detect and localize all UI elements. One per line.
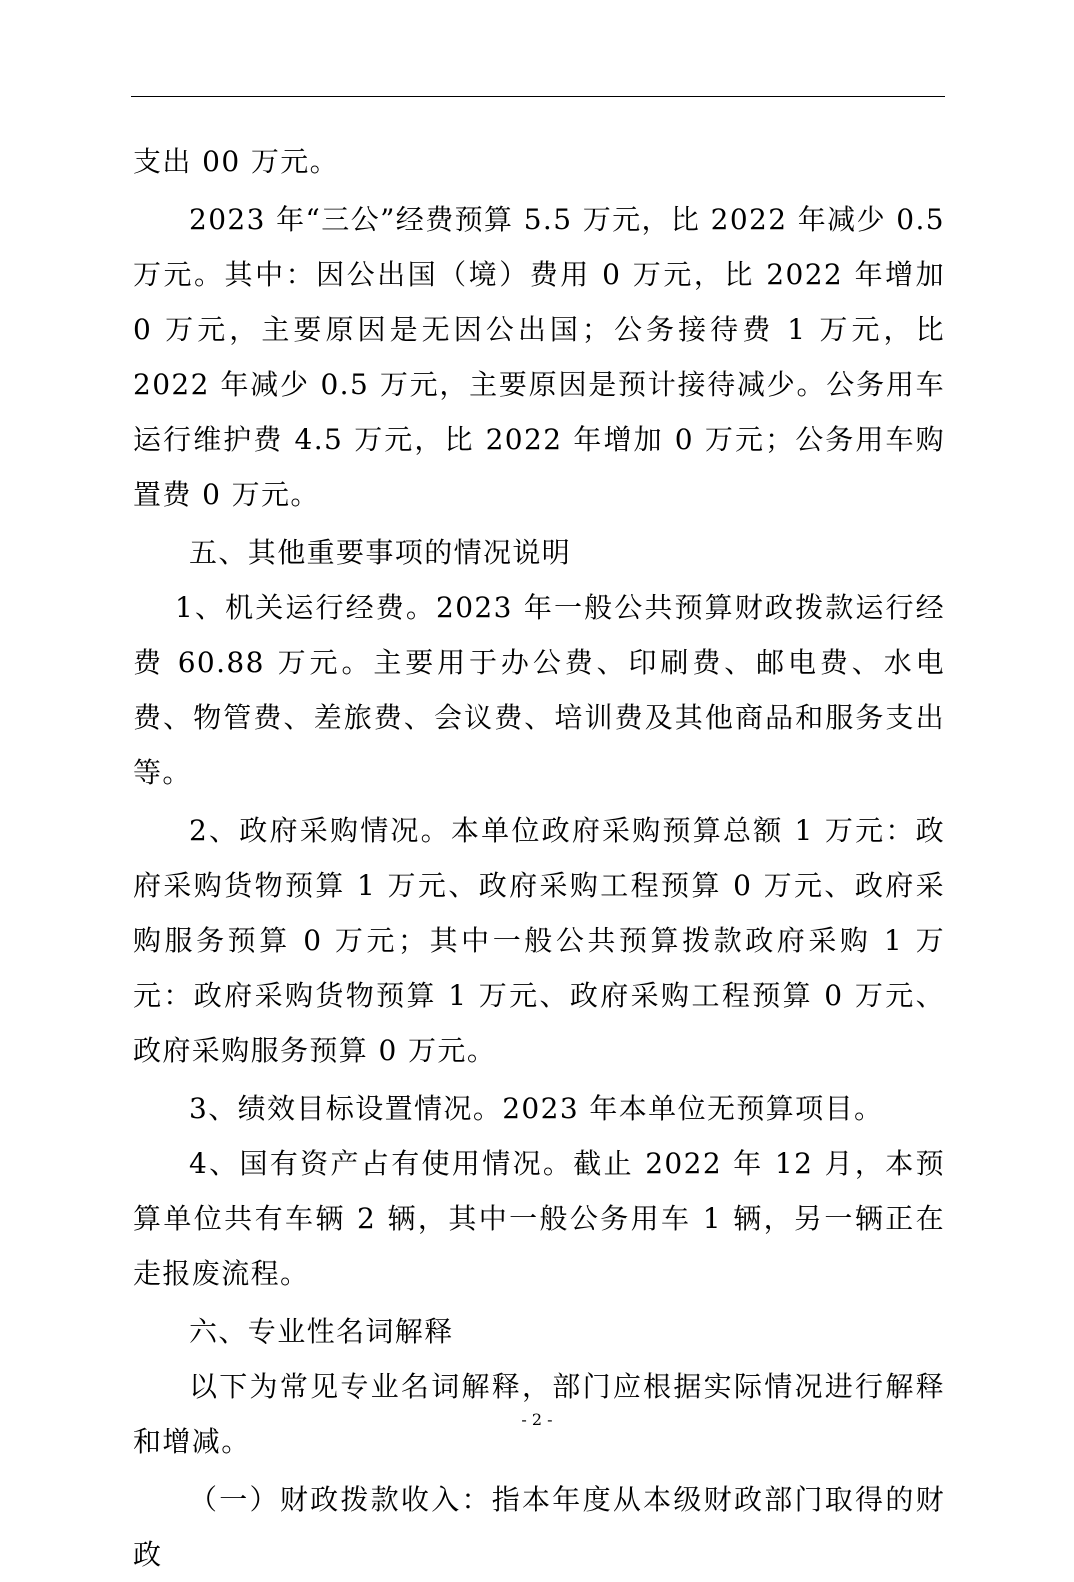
- paragraph-government-procurement: 2、政府采购情况。本单位政府采购预算总额 1 万元：政府采购货物预算 1 万元、政府采购工程预算 0 万元、政府采购服务预算 0 万元；其中一般公共预算拨款政府采购 1 万元：政府采购货物预算 1 万元、政府采购工程预算 0 万元、政府采购服务预算 0 万元。: [133, 814, 945, 1067]
- document-body: [133, 134, 945, 1582]
- paragraph-performance-targets: 3、绩效目标设置情况。2023 年本单位无预算项目。: [189, 1092, 884, 1125]
- paragraph-three-public-expenses: 2023 年“三公”经费预算 5.5 万元，比 2022 年减少 0.5 万元。其中：因公出国（境）费用 0 万元，比 2022 年增加 0 万元，主要原因是无因公出国；公务接待费 1 万元，比 2022 年减少 0.5 万元，主要原因是预计接待减少。公务用车运行维护费 4.5 万元，比 2022 年增加 0 万元；公务用车购置费 0 万元。: [133, 203, 946, 511]
- page-number: - 2 -: [521, 1410, 553, 1429]
- header-rule: [131, 96, 945, 97]
- paragraph-terminology-intro: 以下为常见专业名词解释，部门应根据实际情况进行解释和增减。: [133, 1370, 945, 1458]
- paragraph-continuation: 支出 00 万元。: [133, 145, 340, 178]
- paragraph-fiscal-appropriation-income: （一）财政拨款收入：指本年度从本级财政部门取得的财政: [133, 1483, 945, 1571]
- section-heading-other-matters: 五、其他重要事项的情况说明: [189, 536, 572, 569]
- paragraph-operating-expenses: 1、机关运行经费。2023 年一般公共预算财政拨款运行经费 60.88 万元。主要用于办公费、印刷费、邮电费、水电费、物管费、差旅费、会议费、培训费及其他商品和服务支出等。: [133, 591, 945, 789]
- paragraph-state-assets: 4、国有资产占有使用情况。截止 2022 年 12 月，本预算单位共有车辆 2 辆，其中一般公务用车 1 辆，另一辆正在走报废流程。: [133, 1147, 945, 1290]
- section-heading-terminology: 六、专业性名词解释: [189, 1315, 454, 1348]
